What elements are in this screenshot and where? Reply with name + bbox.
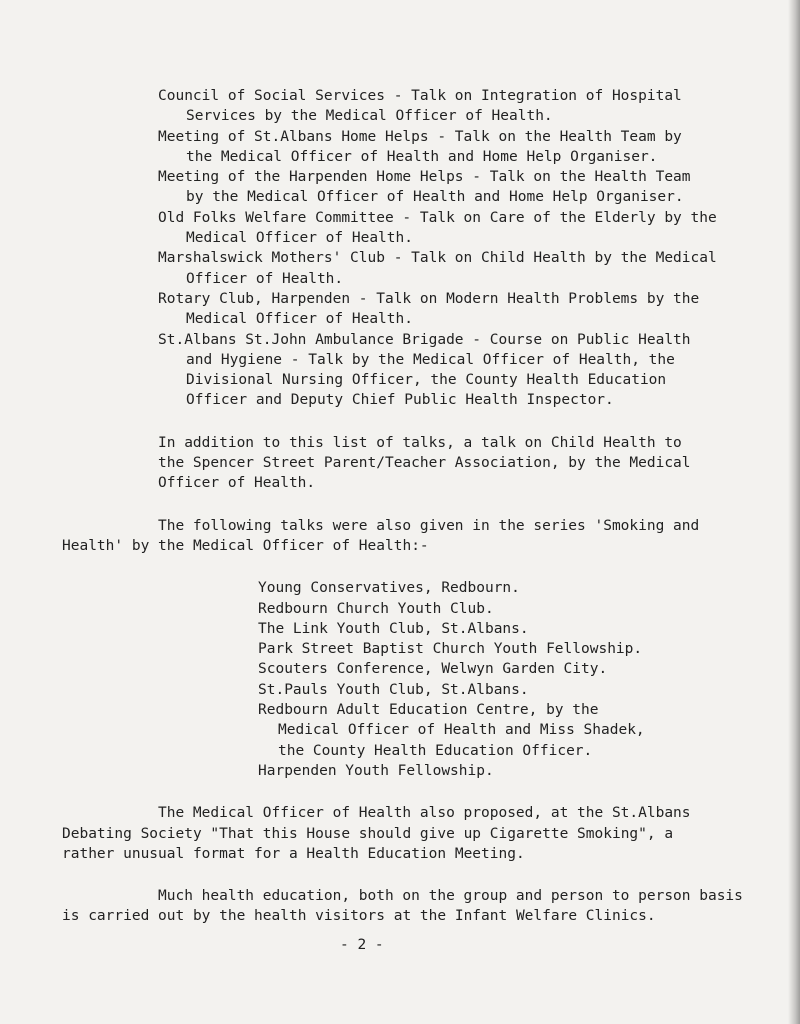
paragraph-line: The following talks were also given in the series 'Smoking and <box>158 517 700 534</box>
document-body <box>62 86 792 955</box>
paragraph-line: rather unusual format for a Health Education Meeting. <box>62 845 525 862</box>
list-item <box>62 330 792 411</box>
entry-line: St.Albans St.John Ambulance Brigade - Course on Public Health <box>158 331 691 348</box>
paragraph-line: is carried out by the health visitors at the Infant Welfare Clinics. <box>62 908 656 925</box>
list-item <box>62 289 792 330</box>
paragraph-line: Much health education, both on the group and person to person basis <box>158 888 743 905</box>
paragraph-line: Officer of Health. <box>158 475 316 492</box>
talks-list <box>62 86 792 411</box>
entry-line: and Hygiene - Talk by the Medical Officer of Health, the <box>186 351 675 368</box>
page-number: - 2 - <box>340 936 384 953</box>
list-item <box>62 127 792 168</box>
list-item: St.Pauls Youth Club, St.Albans. <box>258 681 529 698</box>
entry-line: by the Medical Officer of Health and Home Help Organiser. <box>186 189 684 206</box>
list-item <box>62 248 792 289</box>
paragraph-line: In addition to this list of talks, a talk on Child Health to <box>158 434 682 451</box>
entry-line: Medical Officer of Health. <box>186 230 413 247</box>
series-talks-list <box>62 578 792 781</box>
list-item: Redbourn Adult Education Centre, by the <box>258 702 599 719</box>
paragraph-line: Health' by the Medical Officer of Health:- <box>62 537 429 554</box>
entry-line: Officer of Health. <box>186 270 344 287</box>
list-item: The Link Youth Club, St.Albans. <box>258 620 529 637</box>
paragraph-debate <box>62 803 792 864</box>
list-item: Harpenden Youth Fellowship. <box>258 762 494 779</box>
entry-line: Medical Officer of Health. <box>186 311 413 328</box>
list-item: Scouters Conference, Welwyn Garden City. <box>258 661 608 678</box>
entry-line: the Medical Officer of Health and Home Help Organiser. <box>186 148 658 165</box>
entry-line: Services by the Medical Officer of Health. <box>186 108 553 125</box>
list-item <box>62 167 792 208</box>
paragraph-series <box>62 516 792 557</box>
entry-line: Marshalswick Mothers' Club - Talk on Child Health by the Medical <box>158 250 717 267</box>
list-item-line: the County Health Education Officer. <box>278 742 593 759</box>
entry-line: Meeting of St.Albans Home Helps - Talk on the Health Team by <box>158 128 682 145</box>
paragraph-line: Debating Society "That this House should give up Cigarette Smoking", a <box>62 825 674 842</box>
entry-line: Divisional Nursing Officer, the County Health Education <box>186 372 667 389</box>
entry-line: Rotary Club, Harpenden - Talk on Modern Health Problems by the <box>158 290 700 307</box>
entry-line: Old Folks Welfare Committee - Talk on Care of the Elderly by the <box>158 209 717 226</box>
list-item <box>62 208 792 249</box>
list-item <box>62 86 792 127</box>
entry-line: Council of Social Services - Talk on Integration of Hospital <box>158 88 682 104</box>
paragraph-addition <box>62 433 792 494</box>
list-item-line: Medical Officer of Health and Miss Shadek, <box>278 722 645 739</box>
list-item: Young Conservatives, Redbourn. <box>258 580 520 597</box>
paragraph-education <box>62 886 792 927</box>
list-item: Redbourn Church Youth Club. <box>258 600 494 617</box>
entry-line: Officer and Deputy Chief Public Health Inspector. <box>186 392 614 409</box>
paragraph-line: The Medical Officer of Health also proposed, at the St.Albans <box>158 805 691 822</box>
list-item: Park Street Baptist Church Youth Fellowship. <box>258 641 643 658</box>
paragraph-line: the Spencer Street Parent/Teacher Association, by the Medical <box>158 455 691 472</box>
entry-line: Meeting of the Harpenden Home Helps - Talk on the Health Team <box>158 169 691 186</box>
